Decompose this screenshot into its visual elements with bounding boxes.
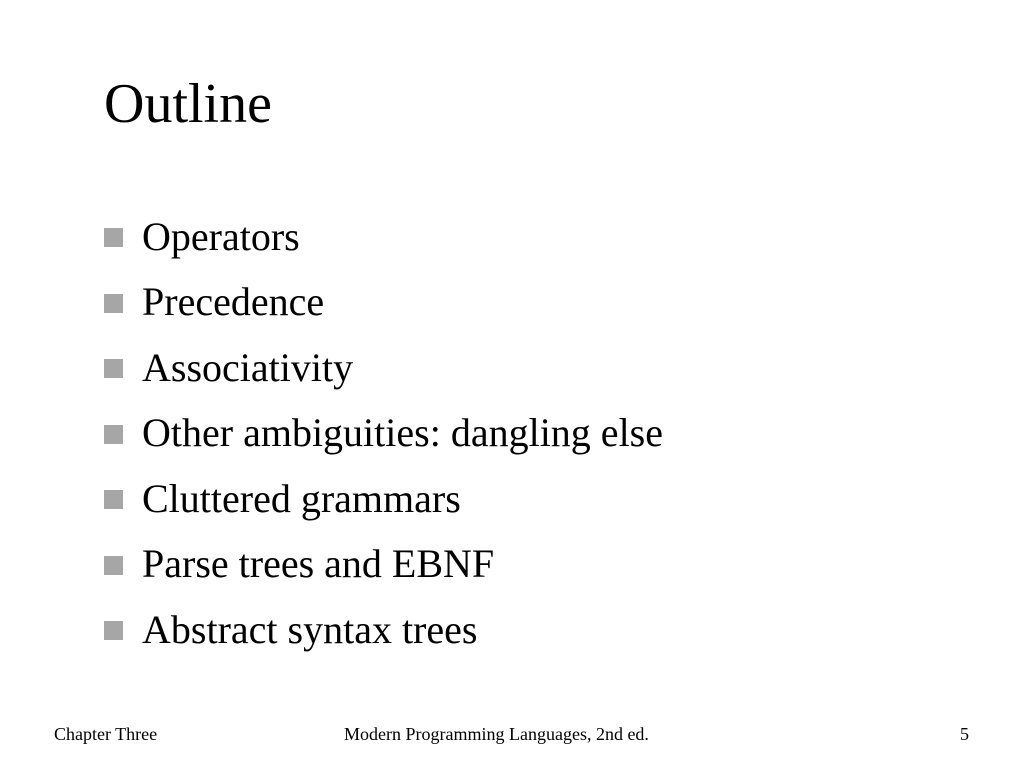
square-bullet-icon: [104, 228, 123, 247]
square-bullet-icon: [104, 359, 123, 378]
square-bullet-icon: [104, 556, 123, 575]
bullet-text: Precedence: [142, 279, 325, 325]
list-item: [104, 204, 663, 270]
list-item: [104, 401, 663, 467]
list-item: [104, 270, 663, 336]
footer-chapter: Chapter Three: [54, 724, 158, 744]
square-bullet-icon: [104, 294, 123, 313]
square-bullet-icon: [104, 425, 123, 444]
bullet-list: [104, 204, 663, 663]
footer-book-title: Modern Programming Languages, 2nd ed.: [344, 724, 649, 744]
list-item: [104, 466, 663, 532]
square-bullet-icon: [104, 621, 123, 640]
bullet-text: Abstract syntax trees: [142, 606, 478, 652]
bullet-text: Cluttered grammars: [142, 475, 461, 521]
list-item: [104, 532, 663, 598]
list-item: [104, 335, 663, 401]
square-bullet-icon: [104, 490, 123, 509]
slide-title: Outline: [104, 73, 272, 135]
bullet-text: Parse trees and EBNF: [142, 541, 495, 587]
page-number: 5: [960, 724, 969, 744]
bullet-text: Associativity: [142, 344, 354, 390]
bullet-text: Operators: [142, 213, 300, 259]
list-item: [104, 597, 663, 663]
bullet-text: Other ambiguities: dangling else: [142, 410, 663, 456]
